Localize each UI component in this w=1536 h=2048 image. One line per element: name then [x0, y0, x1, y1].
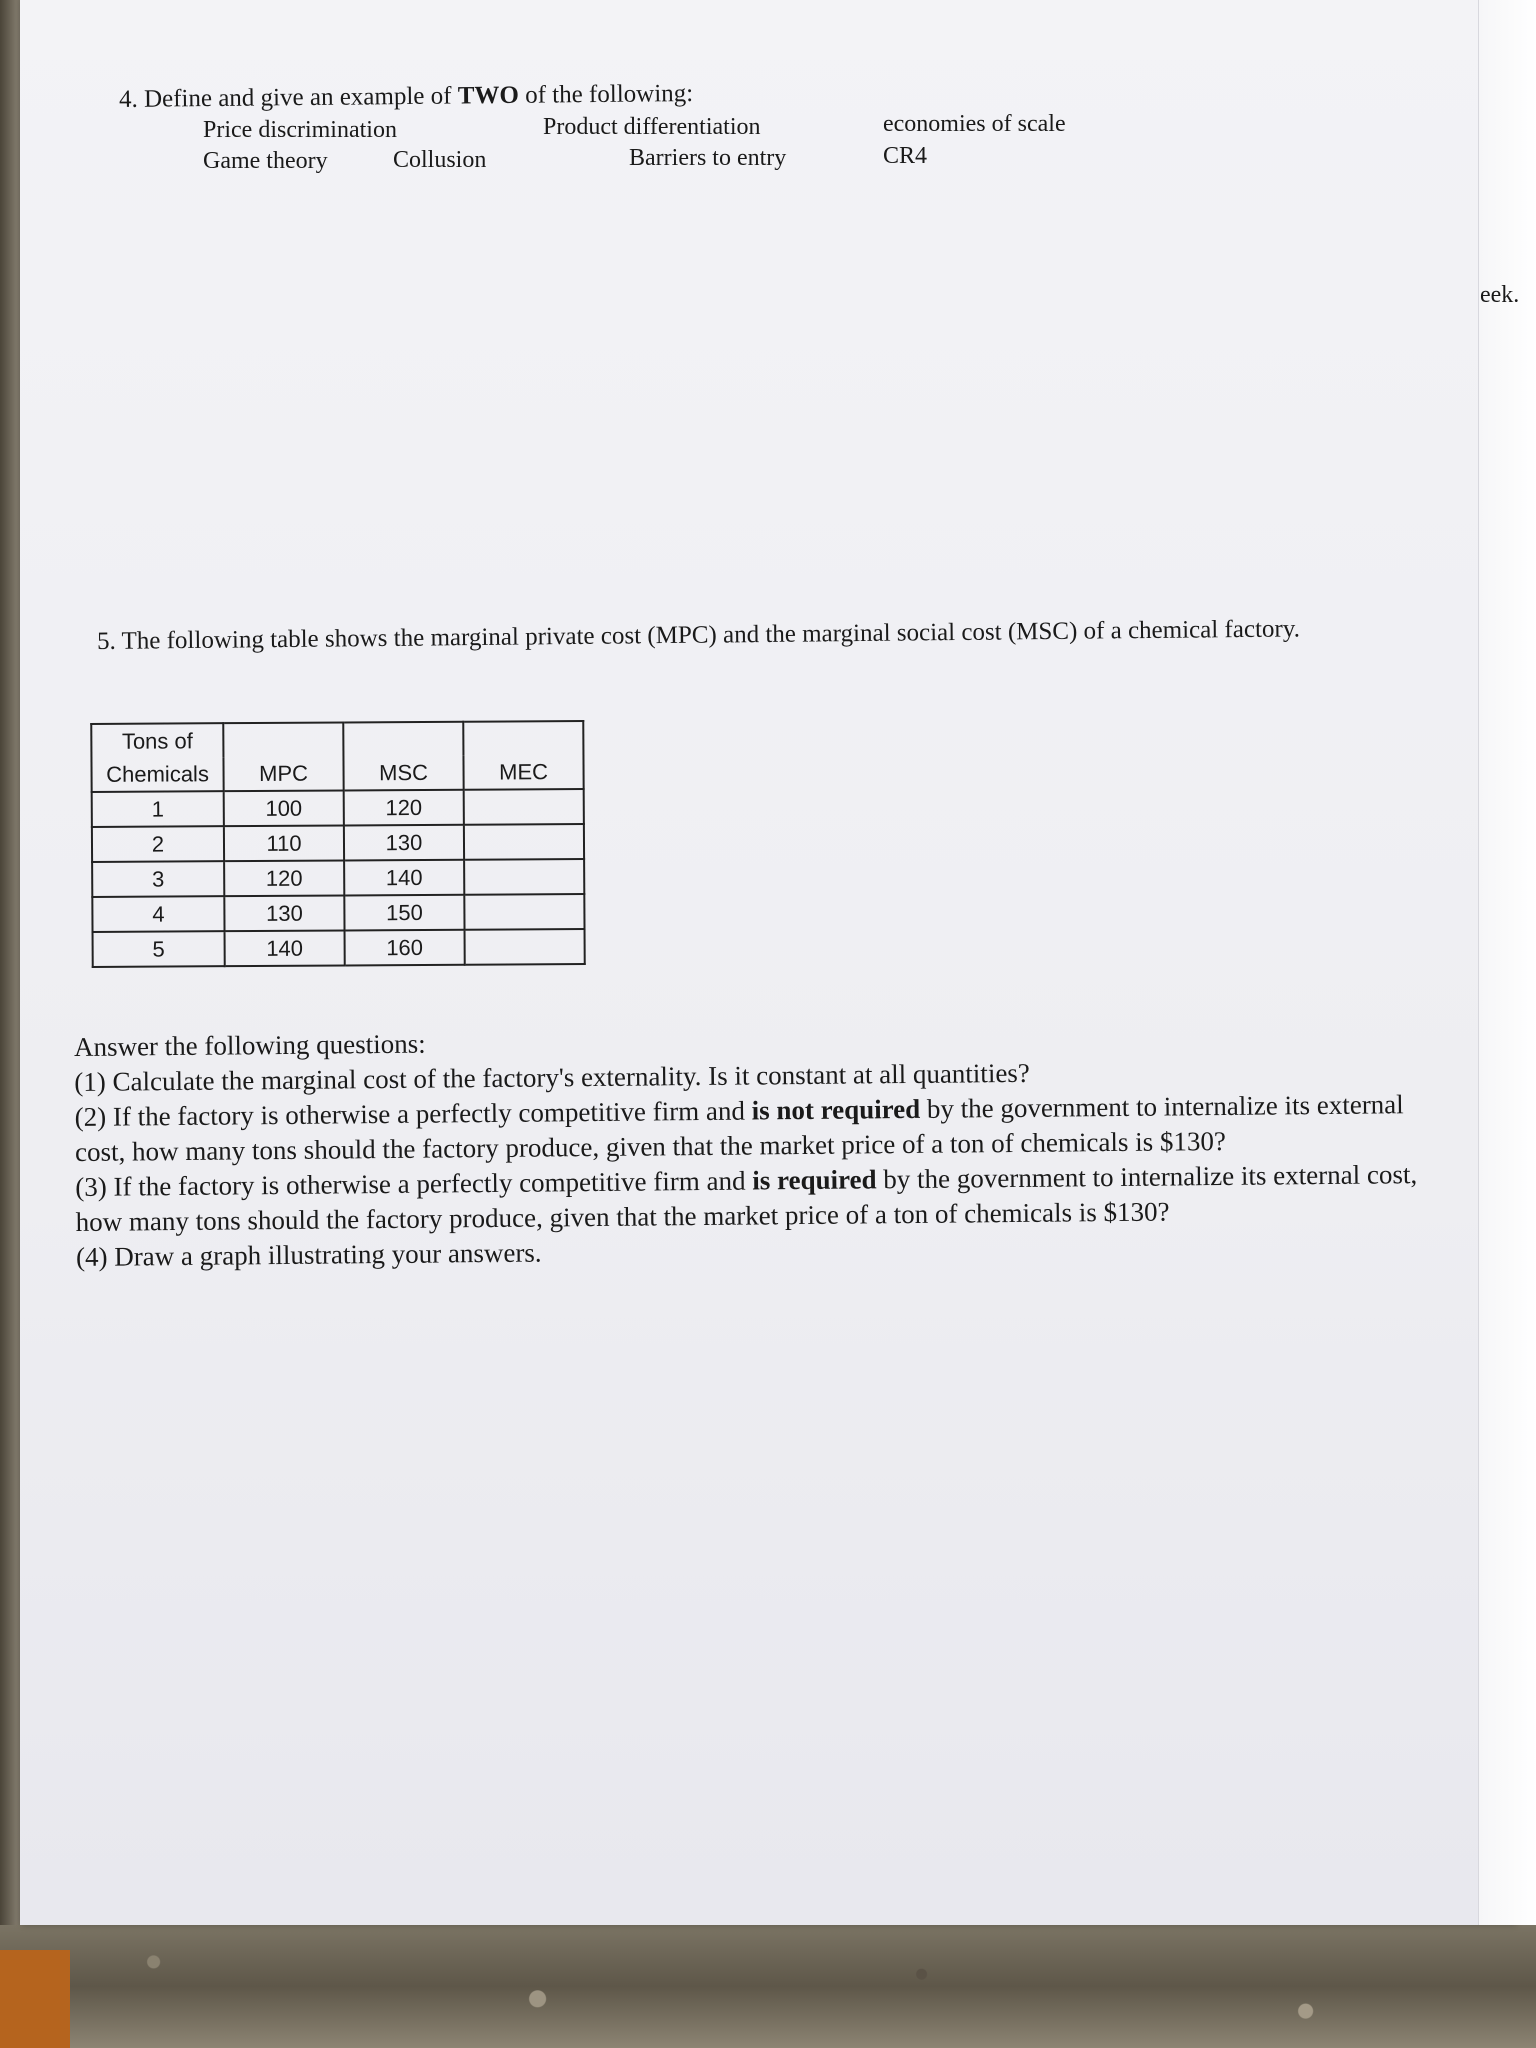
header-blank — [223, 722, 343, 757]
header-blank — [343, 722, 463, 757]
question-5-2-start: (2) If the factory is otherwise a perfectly competitive firm and — [74, 1095, 752, 1133]
cell-msc: 140 — [344, 860, 464, 896]
answers-intro: Answer the following questions: — [73, 1028, 426, 1063]
table-header-row-1 — [91, 721, 583, 758]
question-5-2-end: by the government to internalize its external cost, how many tons should the factory produce, given that the market price of a ton of chemicals is $130? — [74, 1089, 1404, 1167]
question-5-3-end: by the government to internalize its external cost, how many tons should the factory produce, given that the market price of a ton of chemicals is $130? — [75, 1159, 1418, 1237]
question-5-3-emphasis: is required — [752, 1164, 877, 1196]
cell-mec — [464, 894, 584, 930]
question-4-emphasis: TWO — [457, 81, 520, 110]
term-barriers-to-entry: Barriers to entry — [629, 145, 787, 171]
question-5-3-start: (3) If the factory is otherwise a perfectly competitive firm and — [75, 1165, 753, 1202]
cell-msc: 130 — [344, 825, 464, 861]
cell-msc: 160 — [345, 930, 465, 966]
cell-mpc: 110 — [224, 825, 344, 861]
header-msc: MSC — [343, 756, 463, 791]
countertop-bottom — [0, 1925, 1536, 2048]
term-cr4: CR4 — [883, 143, 928, 169]
header-chemicals: Chemicals — [91, 757, 223, 792]
table-header-row-2 — [91, 755, 583, 792]
table-row — [92, 894, 584, 932]
header-blank — [463, 721, 583, 756]
cell-tons: 2 — [92, 826, 224, 862]
orange-object — [0, 1950, 70, 2048]
term-product-differentiation: Product differentiation — [543, 114, 761, 140]
question-5-intro: 5. The following table shows the marginal private cost (MPC) and the marginal social cost (MSC) of a chemical factory. — [96, 615, 1301, 655]
table-row — [92, 859, 584, 897]
table-row — [92, 789, 584, 827]
cell-msc: 120 — [344, 790, 464, 826]
table-row — [92, 824, 584, 862]
cell-mec — [465, 929, 585, 965]
term-price-discrimination: Price discrimination — [203, 117, 397, 143]
question-5-2 — [74, 1087, 1455, 1170]
cell-mec — [464, 789, 584, 825]
table-row — [93, 929, 585, 967]
cost-table — [90, 720, 585, 968]
question-4-suffix: of the following: — [518, 79, 694, 109]
cell-tons: 5 — [93, 931, 225, 967]
cell-mpc: 100 — [224, 790, 344, 826]
question-5-2-emphasis: is not required — [751, 1093, 921, 1126]
term-collusion: Collusion — [393, 147, 487, 173]
cell-tons: 3 — [92, 861, 224, 897]
cell-mpc: 130 — [224, 895, 344, 931]
header-tons-of: Tons of — [91, 723, 223, 758]
header-mpc: MPC — [223, 756, 343, 791]
cell-mec — [464, 859, 584, 895]
term-game-theory: Game theory — [203, 148, 328, 174]
question-5-1: (1) Calculate the marginal cost of the factory's externality. Is it constant at all quantities? — [74, 1057, 1030, 1098]
answer-questions — [74, 1017, 1456, 1275]
question-5-3 — [75, 1157, 1456, 1240]
cell-mec — [464, 824, 584, 860]
underlying-page-text: eek. — [1480, 282, 1520, 308]
question-4-prefix: 4. Define and give an example of — [118, 82, 458, 113]
header-mec: MEC — [463, 755, 583, 790]
cell-mpc: 120 — [224, 860, 344, 896]
question-5-4: (4) Draw a graph illustrating your answers. — [75, 1237, 542, 1272]
cell-tons: 4 — [92, 896, 224, 932]
cell-mpc: 140 — [225, 930, 345, 966]
cell-tons: 1 — [92, 791, 224, 827]
cell-msc: 150 — [344, 895, 464, 931]
term-economies-of-scale: economies of scale — [883, 111, 1066, 137]
